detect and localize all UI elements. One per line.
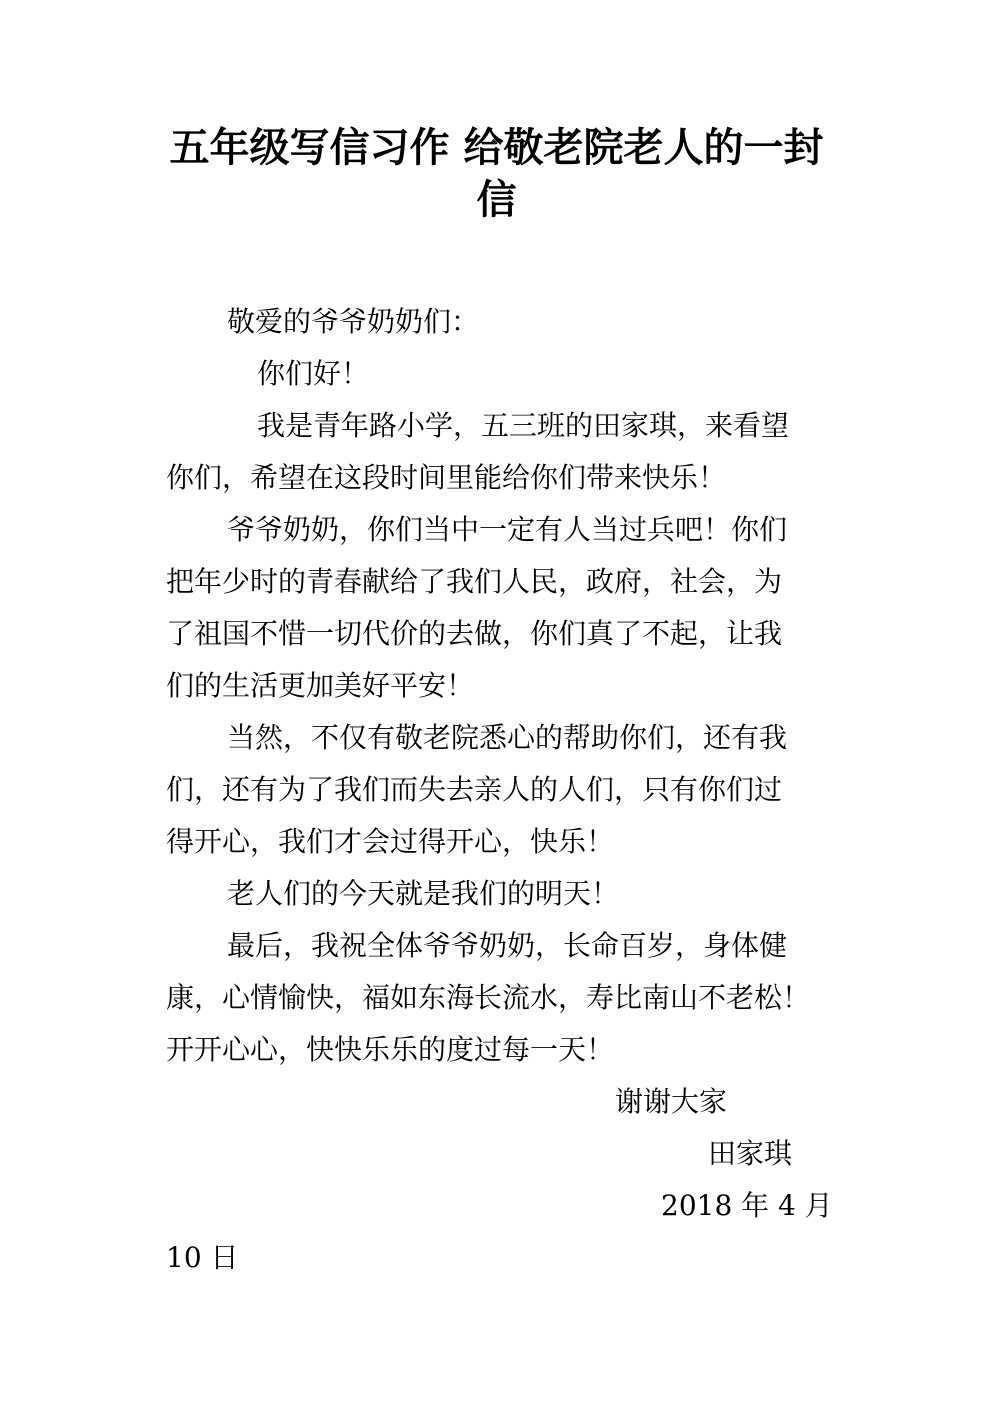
signature-name: 田家琪 — [708, 1137, 793, 1170]
body-line: 们，还有为了我们而失去亲人的人们，只有你们过 — [166, 773, 783, 806]
date-line-continued: 10 日 — [166, 1241, 239, 1274]
body-line: 得开心，我们才会过得开心，快乐！ — [166, 825, 615, 858]
greeting: 你们好！ — [257, 357, 370, 390]
body-line: 你们，希望在这段时间里能给你们带来快乐！ — [166, 461, 727, 494]
document-title: 五年级写信习作 给敬老院老人的一封信 — [169, 125, 824, 223]
body-line: 爷爷奶奶，你们当中一定有人当过兵吧！你们 — [227, 513, 788, 546]
salutation: 敬爱的爷爷奶奶们： — [227, 305, 480, 338]
body-line: 当然，不仅有敬老院悉心的帮助你们，还有我 — [227, 721, 788, 754]
body-line: 了祖国不惜一切代价的去做，你们真了不起，让我 — [166, 617, 783, 650]
body-line: 老人们的今天就是我们的明天！ — [227, 877, 620, 910]
closing-thanks: 谢谢大家 — [615, 1085, 728, 1118]
date-line: 2018 年 4 月 — [661, 1189, 833, 1222]
body-line: 康，心情愉快，福如东海长流水，寿比南山不老松！ — [166, 981, 811, 1014]
body-line: 最后，我祝全体爷爷奶奶，长命百岁，身体健 — [227, 929, 788, 962]
body-line: 们的生活更加美好平安！ — [166, 669, 475, 702]
body-line: 我是青年路小学，五三班的田家琪，来看望 — [257, 409, 790, 442]
body-line: 把年少时的青春献给了我们人民，政府，社会，为 — [166, 565, 783, 598]
body-line: 开开心心，快快乐乐的度过每一天！ — [166, 1033, 615, 1066]
